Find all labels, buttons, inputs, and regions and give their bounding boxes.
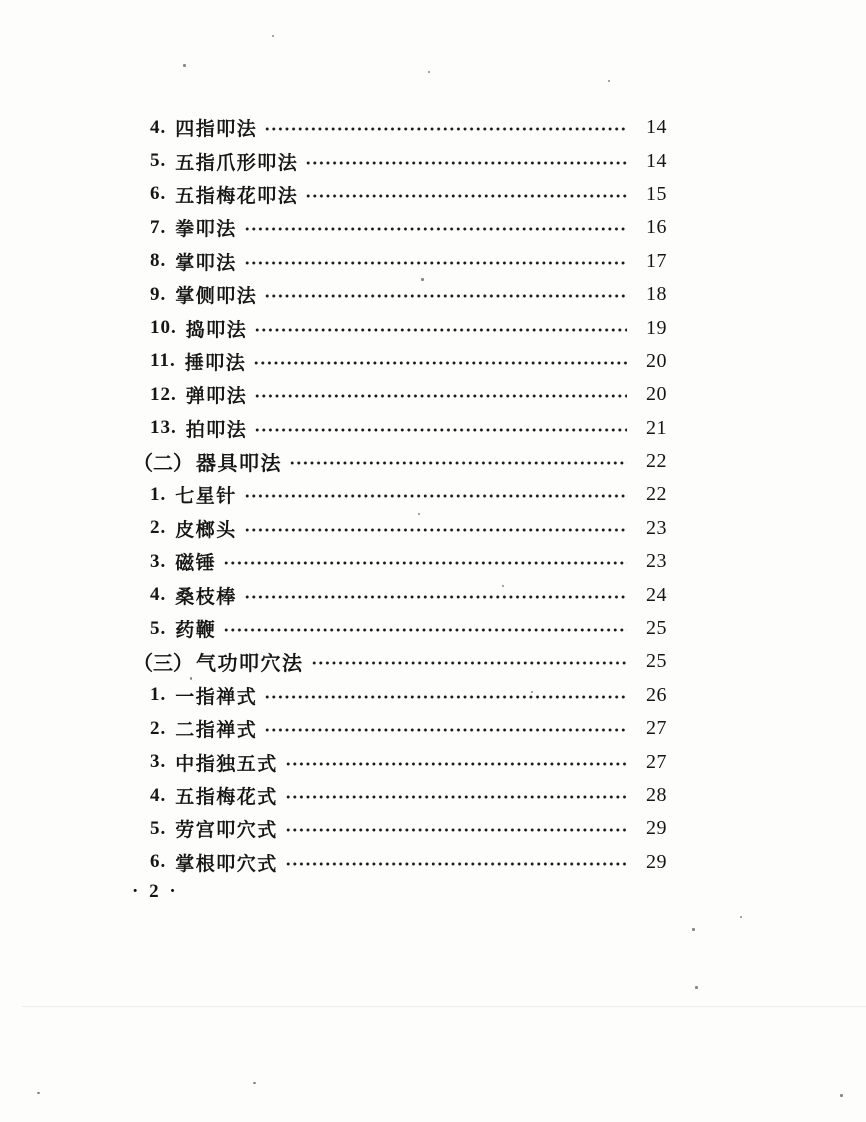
- dot-leader-icon: [265, 727, 627, 733]
- toc-entry-page: 19: [646, 316, 667, 339]
- toc-entry-number: 5.: [150, 150, 167, 172]
- dot-leader-icon: [265, 293, 627, 299]
- toc-entry-number: 5.: [150, 617, 167, 639]
- toc-entry-title: 拍叩法: [185, 419, 248, 441]
- toc-row: [133, 812, 667, 845]
- toc-entry-page: 24: [646, 583, 667, 606]
- toc-row: [133, 111, 667, 144]
- toc-entry-page: 15: [646, 182, 667, 205]
- dot-leader-icon: [286, 794, 627, 800]
- toc-entry-title: 劳宫叩穴式: [175, 820, 278, 842]
- scan-speck: [502, 585, 504, 587]
- dot-leader-icon: [306, 193, 627, 199]
- dot-leader-icon: [245, 260, 627, 266]
- toc-entry-number: 13.: [150, 417, 177, 439]
- toc-row: [133, 211, 667, 244]
- toc-entry-number: 3.: [150, 751, 167, 773]
- toc-entry-number: 6.: [150, 851, 167, 873]
- toc-row: [133, 745, 667, 778]
- toc-entry-title: 五指梅花叩法: [175, 185, 299, 207]
- toc-entry-page: 26: [646, 683, 667, 706]
- toc-entry-title: 桑枝棒: [175, 586, 237, 608]
- toc-entry-number: 2.: [150, 717, 167, 739]
- toc-entry-number: 4.: [150, 116, 167, 138]
- dot-leader-icon: [224, 627, 627, 633]
- toc-entry-page: 18: [646, 283, 667, 306]
- dot-leader-icon: [286, 861, 627, 867]
- toc-entry-number: 7.: [150, 216, 167, 238]
- toc-entry-page: 22: [646, 450, 667, 473]
- toc-entry-page: 29: [646, 817, 667, 840]
- toc-entry-title: 弹叩法: [185, 386, 248, 408]
- toc-entry-title: 四指叩法: [175, 119, 258, 141]
- toc-entry-title: 一指禅式: [175, 686, 258, 708]
- scan-speck: [695, 986, 698, 989]
- dot-leader-icon: [245, 594, 627, 600]
- toc-row: [133, 245, 667, 278]
- dot-leader-icon: [286, 827, 627, 833]
- scan-speck: [421, 278, 424, 281]
- dot-leader-icon: [245, 493, 627, 499]
- toc-row: [133, 412, 667, 445]
- toc-entry-title: 七星针: [175, 486, 237, 508]
- toc-entry-title: 药鞭: [175, 620, 217, 642]
- toc-entry-title: 器具叩法: [196, 453, 282, 476]
- toc-entry-number: 8.: [150, 250, 167, 272]
- page-footer-number: · 2 ·: [132, 881, 179, 902]
- toc-entry-number: 1.: [150, 684, 167, 706]
- toc-entry-title: 皮榔头: [175, 519, 237, 541]
- dot-leader-icon: [255, 327, 627, 333]
- scan-speck: [37, 1092, 40, 1094]
- toc-row: [133, 445, 667, 478]
- toc-entry-number: 1.: [150, 483, 167, 505]
- toc-entry-number: 10.: [150, 317, 177, 339]
- dot-leader-icon: [245, 226, 627, 232]
- toc-entry-number: 4.: [150, 584, 167, 606]
- toc-entry-page: 23: [646, 516, 667, 539]
- toc-row: [133, 278, 667, 311]
- toc-entry-page: 23: [646, 550, 667, 573]
- toc-row: [133, 779, 667, 812]
- toc-entry-title: 掌根叩穴式: [175, 853, 278, 875]
- toc-entry-title: 掌侧叩法: [175, 286, 258, 308]
- dot-leader-icon: [265, 694, 627, 700]
- toc-entry-number: 4.: [150, 784, 167, 806]
- toc-entry-page: 20: [646, 349, 667, 372]
- dot-leader-icon: [255, 393, 627, 399]
- toc-entry-number: （三）: [133, 653, 193, 676]
- toc-entry-title: 捣叩法: [185, 319, 248, 341]
- scan-speck: [190, 677, 192, 680]
- toc-entry-page: 21: [646, 416, 667, 439]
- toc-entry-page: 27: [646, 750, 667, 773]
- dot-leader-icon: [255, 427, 627, 433]
- dot-leader-icon: [306, 160, 627, 166]
- toc-entry-number: 3.: [150, 550, 167, 572]
- toc-entry-page: 14: [646, 116, 667, 139]
- toc-row: [133, 846, 667, 879]
- scan-speck: [183, 64, 186, 67]
- toc-entry-page: 22: [646, 483, 667, 506]
- toc-row: [133, 645, 667, 678]
- toc-entry-title: 五指梅花式: [175, 787, 278, 808]
- scan-speck: [608, 80, 610, 82]
- toc-entry-number: 5.: [150, 817, 167, 839]
- scan-speck: [840, 1094, 843, 1097]
- toc-row: [133, 578, 667, 611]
- dot-leader-icon: [265, 126, 627, 132]
- toc-row: [133, 712, 667, 745]
- toc-entry-number: 6.: [150, 183, 167, 205]
- toc-entry-number: （二）: [133, 453, 193, 476]
- toc-entry-title: 掌叩法: [175, 252, 237, 274]
- dot-leader-icon: [245, 527, 627, 533]
- toc-row: [133, 545, 667, 578]
- toc-entry-page: 27: [646, 717, 667, 740]
- toc-entry-number: 12.: [150, 383, 177, 405]
- toc-entry-number: 11.: [150, 350, 176, 372]
- toc-entry-title: 二指禅式: [175, 720, 258, 742]
- toc-row: [133, 512, 667, 545]
- dot-leader-icon: [286, 761, 627, 767]
- dot-leader-icon: [290, 460, 627, 466]
- toc-entry-title: 气功叩穴法: [196, 653, 304, 676]
- table-of-contents: [133, 111, 667, 879]
- dot-leader-icon: [224, 560, 627, 566]
- toc-entry-page: 25: [646, 650, 667, 673]
- toc-entry-page: 25: [646, 617, 667, 640]
- dot-leader-icon: [254, 360, 627, 366]
- scan-speck: [418, 513, 420, 515]
- dot-leader-icon: [312, 660, 628, 666]
- toc-entry-page: 28: [646, 784, 667, 806]
- toc-row: [133, 378, 667, 411]
- scan-speck: [740, 916, 742, 918]
- toc-row: [133, 612, 667, 645]
- toc-entry-page: 14: [646, 149, 667, 172]
- toc-row: [133, 144, 667, 177]
- toc-row: [133, 478, 667, 511]
- toc-entry-page: 16: [646, 216, 667, 239]
- toc-row: [133, 345, 667, 378]
- toc-entry-title: 拳叩法: [175, 219, 237, 241]
- toc-row: [133, 311, 667, 344]
- toc-entry-page: 17: [646, 249, 667, 272]
- toc-entry-title: 捶叩法: [184, 352, 247, 374]
- toc-entry-number: 9.: [150, 283, 167, 305]
- scan-speck: [253, 1082, 256, 1084]
- toc-row: [133, 178, 667, 211]
- scan-speck: [428, 71, 430, 73]
- toc-row: [133, 679, 667, 712]
- scan-speck: [692, 928, 695, 931]
- toc-entry-title: 五指爪形叩法: [175, 152, 299, 174]
- toc-entry-title: 中指独五式: [175, 753, 278, 775]
- toc-entry-page: 29: [646, 850, 667, 873]
- scan-artifact-line: [22, 1006, 866, 1007]
- toc-entry-page: 20: [646, 383, 667, 406]
- toc-entry-title: 磁锤: [175, 553, 217, 575]
- toc-entry-number: 2.: [150, 517, 167, 539]
- scan-speck: [531, 691, 533, 693]
- scan-speck: [272, 35, 274, 37]
